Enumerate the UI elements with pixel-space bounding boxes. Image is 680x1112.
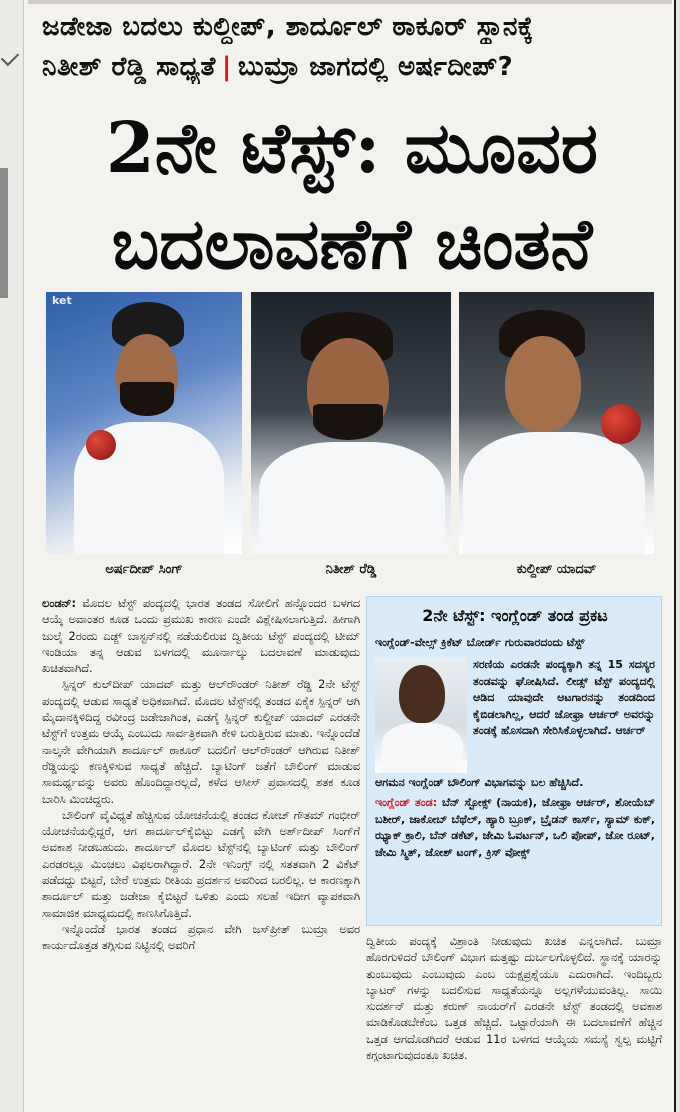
england-squad-box (366, 596, 662, 926)
adjacent-photo-fragment (0, 168, 8, 298)
jersey-shape (381, 723, 463, 773)
article-column-2: ದ್ವಿತೀಯ ಪಂದ್ಯಕ್ಕೆ ವಿಶ್ರಾಂತಿ ನೀಡುವುದು ಖಚಿತ ಎನ್ನಲಾಗಿದೆ. ಬುಮ್ರಾ ಹೊರಗುಳಿದರೆ ಬೌಲಿಂಗ್ ವಿಭಾಗ ಮತ್ತಷ್ಟು ದುರ್ಬಲಗೊಳ್ಳಲಿದೆ. ಸ್ಥಾನಕ್ಕೆ ಯಾರನ್ನು ತುಂಬುವುದು ಎಂಬುವುದು ಎಂಬ ಯಕ್ಷಪ್ರಶ್ನೆಯೂ ಎದುರಾಗಿದೆ. ಇಂದಿಬ್ಬರು ಬ್ಯಾಟರ್ ಗಳನ್ನು ಬದಲಿಸುವ ಸಾಧ್ಯತೆಯನ್ನೂ ಅಲ್ಲಗಳೆಯುವಂತಿಲ್ಲ. ಸಾಯಿ ಸುದರ್ಶನ್ ಮತ್ತು ಕರುಣ್ ನಾಯರ್‌ಗೆ ಎರಡನೇ ಟೆಸ್ಟ್ ತಂಡದಲ್ಲಿ ಅವಕಾಶ ಮಾಡಿಕೊಡಬೇಕೆಂಬ ಒತ್ತಡ ಹೆಚ್ಚಿದೆ. ಒಟ್ಟಾರೆಯಾಗಿ ಈ ಬದಲಾವಣೆಗೆ ಹೆಚ್ಚಿನ ಒತ್ತಡ ಆಗದೊಡಗಿದರೆ ಆಡುವ 11ರ ಬಳಗದ ಆಯ್ಕೆಯ ಸಮಸ್ಯೆ ಸ್ವಲ್ಪ ಮಟ್ಟಿಗೆ ಕಗ್ಗಂಟಾಗುವುದಂತೂ ಖಚಿತ. (366, 935, 662, 1063)
squad-label: ಇಂಗ್ಲೆಂಡ್ ತಂಡ: (375, 796, 438, 809)
headline-line-1: 2ನೇ ಟೆಸ್ಟ್: ಮೂವರ (106, 106, 598, 189)
checkmark-icon (1, 48, 19, 66)
kicker-line-2-b: ಬುಮ್ರಾ ಜಾಗದಲ್ಲಿ ಅರ್ಷದೀಪ್? (237, 52, 514, 82)
caption-nitish: ನಿತೀಶ್ ರೆಡ್ಡಿ (325, 562, 377, 577)
kicker-line-2 (42, 50, 662, 84)
article-paragraph-1-text: ಮೊದಲ ಟೆಸ್ಟ್ ಪಂದ್ಯದಲ್ಲಿ ಭಾರತ ತಂಡದ ಸೋಲಿಗೆ ಹನ್ನೊಂದರ ಬಳಗದ ಆಯ್ಕೆ ಅವಾಂತರ ಕೂಡ ಒಂದು ಪ್ರಮುಖ ಕಾರಣ ಎಂದೇ ವಿಶ್ಲೇಷಿಸಲಾಗುತ್ತಿದೆ. ಹೀಗಾಗಿ ಜುಲೈ 2ರಂದು ಎಡ್ಜ್ ಬಾಸ್ಟನ್‌ನಲ್ಲಿ ನಡೆಯಲಿರುವ ದ್ವಿತೀಯ ಟೆಸ್ಟ್ ಪಂದ್ಯದಲ್ಲಿ ಟೀಮ್ ಇಂಡಿಯಾ ತನ್ನ ಆಡುವ ಬಳಗದಲ್ಲಿ ಮೂರ್ನಾಲ್ಕು ಬದಲಾವಣೆ ಮಾಡುವುದು ಖಚಿತವಾಗಿದೆ. (42, 597, 360, 676)
box-rest-text: ಆಗಮನ ಇಂಗ್ಲೆಂಡ್ ಬೌಲಿಂಗ್ ವಿಭಾಗವನ್ನು ಬಲ ಹೆಚ್ಚಿಸಿದೆ. (375, 776, 584, 789)
cricket-ball (86, 430, 116, 460)
article-paragraph-2: ಸ್ಪಿನ್ನರ್ ಕುಲ್‌ದೀಪ್ ಯಾದವ್ ಮತ್ತು ಆಲ್‌ರೌಂಡರ್ ನಿತೀಶ್ ರೆಡ್ಡಿ 2ನೇ ಟೆಸ್ಟ್ ಪಂದ್ಯದಲ್ಲಿ ಆಡುವ ಸಾಧ್ಯತೆ ಅಧಿಕವಾಗಿದೆ. ಮೊದಲ ಟೆಸ್ಟ್‌ನಲ್ಲಿ ತಂಡದ ಏಕೈಕ ಸ್ಪಿನ್ನರ್ ಆಗಿ ಮೈದಾನಕ್ಕಿಳಿದಿದ್ದ ರವೀಂದ್ರ ಜಡೇಜಾಗಿಂತ, ಎಡಗೈ ಸ್ಪಿನ್ನರ್ ಕುಲ್ದೀಪ್ ಯಾದವ್ ಎರಡನೇ ಟೆಸ್ಟ್‌ಗೆ ಉತ್ತಮ ಆಯ್ಕೆ ಎಂಬುದು ಸಾರ್ವತ್ರಿಕವಾಗಿ ಕೇಳಿ ಬರುತ್ತಿರುವ ಮಾತು. ಇನ್ನೊಂದೆಡೆ ನಾಲ್ಕನೇ ವೇಗಿಯಾಗಿ ಶಾರ್ದೂಲ್ ಠಾಕೂರ್ ಬದಲಿಗೆ ಆಲ್‌ರೌಂಡರ್ ಆಗಿರುವ ನಿತೀಶ್ ರೆಡ್ಡಿಯನ್ನು ಕಣಕ್ಕಿಳಿಸುವ ಸಾಧ್ಯತೆ ಹೆಚ್ಚಿದೆ. ಬ್ಯಾಟಿಂಗ್ ಜತೆಗೆ ಬೌಲಿಂಗ್ ಮಾಡುವ ಸಾಮರ್ಥ್ಯವನ್ನು ಅವರು ಹೊಂದಿದ್ದಾರಲ್ಲದೆ, ಕಳೆದ ಆಸೀಸ್ ಪ್ರವಾಸದಲ್ಲಿ ಶತಕ ಕೂಡ ಬಾರಿಸಿ ಮಿಂಚಿದ್ದರು. (42, 678, 360, 806)
beard-shape (313, 404, 383, 440)
article-paragraph-1 (42, 596, 360, 677)
top-rule (28, 0, 672, 4)
face-shape (399, 665, 445, 723)
box-squad-list (375, 795, 655, 861)
article-column-1 (42, 596, 360, 955)
newspaper-page (28, 0, 672, 1112)
photo-jofra-archer (375, 657, 467, 773)
cricket-ball (601, 404, 641, 444)
box-side-text: ಸರಣಿಯ ಎರಡನೇ ಪಂದ್ಯಕ್ಕಾಗಿ ತನ್ನ 15 ಸದಸ್ಯರ ತಂಡವನ್ನು ಘೋಷಿಸಿದೆ. ಲೀಡ್ಸ್ ಟೆಸ್ಟ್ ಪಂದ್ಯದಲ್ಲಿ ಆಡಿದ ಯಾವುದೇ ಆಟಗಾರನನ್ನು ತಂಡದಿಂದ ಕೈಬಿಡಲಾಗಿಲ್ಲ, ಆದರೆ ಜೋಫ್ರಾ ಆರ್ಚರ್ ಅವರನ್ನು ತಂಡಕ್ಕೆ ಹೊಸದಾಗಿ ಸೇರಿಸಿಕೊಳ್ಳಲಾಗಿದೆ. ಆರ್ಚರ್ (473, 658, 655, 737)
jersey-shape (463, 432, 645, 554)
kicker-line-2-a: ನಿತೀಶ್ ರೆಡ್ಡಿ ಸಾಧ್ಯತೆ (42, 52, 216, 82)
photo-arshdeep-singh (46, 292, 242, 554)
face-shape (505, 336, 581, 432)
dateline: ಲಂಡನ್: (42, 597, 76, 610)
photo-kuldeep-yadav (459, 292, 654, 554)
kicker-line-1: ಜಡೇಜಾ ಬದಲು ಕುಲ್ದೀಪ್, ಶಾರ್ದೂಲ್ ಠಾಕೂರ್ ಸ್ಥಾನಕ್ಕೆ (42, 12, 534, 42)
kicker-separator: | (221, 52, 232, 82)
photo-nitish-reddy (251, 292, 451, 554)
jersey-shape (259, 442, 445, 554)
article-paragraph-3: ಬೌಲಿಂಗ್ ವೈವಿಧ್ಯತೆ ಹೆಚ್ಚಿಸುವ ಯೋಚನೆಯಲ್ಲಿ ತಂಡದ ಕೋಚ್ ಗೌತಮ್ ಗಂಭೀರ್ ಯೋಚನೆಯಲ್ಲಿದ್ದರೆ, ಆಗ ಶಾರ್ದೂಲ್‌ಕೈಬಿಟ್ಟು ಎಡಗೈ ವೇಗಿ ಅರ್ಶ್‌ದೀಪ್ ಸಿಂಗ್‌ಗೆ ಅವಕಾಶ ನೀಡಬಹುದು. ಶಾರ್ದೂಲ್ ಮೊದಲ ಟೆಸ್ಟ್‌ನಲ್ಲಿ ಬ್ಯಾಟಿಂಗ್ ಮತ್ತು ಬೌಲಿಂಗ್ ಎರಡರಲ್ಲೂ ಮಿಂಚಲು ವಿಫಲರಾಗಿದ್ದಾರೆ. 2ನೇ ಇನಿಂಗ್ಸ್ ನಲ್ಲಿ ಸತತವಾಗಿ 2 ವಿಕೆಟ್ ಪಡೆದದ್ದು ಬಿಟ್ಟರೆ, ಬೇರೆ ಉತ್ತಮ ರೀತಿಯ ಪ್ರದರ್ಶನ ಅವರಿಂದ ಬರಲಿಲ್ಲ. ಆ ಕಾರಣಕ್ಕಾಗಿ ಶಾರ್ದೂಲ್ ಮತ್ತು ಜಡೇಜಾ ಕೈಬಿಟ್ಟರೆ ಒಳಿತು ಎಂದು ಸಲಹೆ ಇದೀಗ ವ್ಯಾಪಕವಾಗಿ ಸಾಮಾಜಿಕ ಮಾಧ್ಯಮದಲ್ಲಿ ಕಾಣಸಿಗೊತ್ತಿದೆ. (42, 808, 360, 920)
box-intro: ಇಂಗ್ಲೆಂಡ್-ವೇಲ್ಸ್ ಕ್ರಿಕೆಟ್ ಬೋರ್ಡ್ ಗುರುವಾರದಂದು ಟೆಸ್ಟ್ (375, 636, 585, 649)
photo-backdrop-logo: ket (52, 294, 72, 307)
page-margin (676, 0, 680, 1112)
caption-kuldeep: ಕುಲ್ದೀಪ್ ಯಾದವ್ (516, 562, 597, 577)
box-title: 2ನೇ ಟೆಸ್ಟ್: ಇಂಗ್ಲೆಂಡ್ ತಂಡ ಪ್ರಕಟ (422, 606, 608, 625)
headline-line-2: ಬದಲಾವಣೆಗೆ ಚಿಂತನೆ (111, 202, 593, 285)
beard-shape (120, 382, 174, 416)
squad-names: ಬೆನ್ ಸ್ಟೋಕ್ಸ್ (ನಾಯಕ), ಜೋಫ್ರಾ ಆರ್ಚರ್, ಶೋಯೆಬ್ ಬಶೀರ್, ಜಾಕೋಬ್ ಬೆಥೆಲ್, ಹ್ಯಾರಿ ಬ್ರೂಕ್, ಬ್ರೈಡನ್ ಕಾರ್ಸ್, ಸ್ಯಾಮ್ ಕುಕ್, ಝ್ಯಾಕ್ ಕ್ರಾಲಿ, ಬೆನ್ ಡಕೆಟ್, ಜೇಮಿ ಓವರ್ಟನ್, ಒಲಿ ಪೋಪ್, ಜೋ ರೂಟ್, ಜೇಮಿ ಸ್ಮಿತ್, ಜೋಶ್ ಟಂಗ್, ಕ್ರಿಸ್ ವೋಕ್ಸ್ (375, 796, 655, 859)
article-paragraph-4: ಇನ್ನೊಂದೆಡೆ ಭಾರತ ತಂಡದ ಪ್ರಧಾನ ವೇಗಿ ಜಸ್‌ಪ್ರೀತ್ ಬುಮ್ರಾ ಅವರ ಕಾರ್ಯದೊತ್ತಡ ತಗ್ಗಿಸುವ ನಿಟ್ಟಿನಲ್ಲಿ ಅವರಿಗೆ (42, 922, 360, 953)
adjacent-page-strip (0, 0, 24, 1112)
player-photos (46, 292, 654, 556)
caption-arshdeep: ಅರ್ಷದೀಪ್ ಸಿಂಗ್ (105, 562, 183, 577)
